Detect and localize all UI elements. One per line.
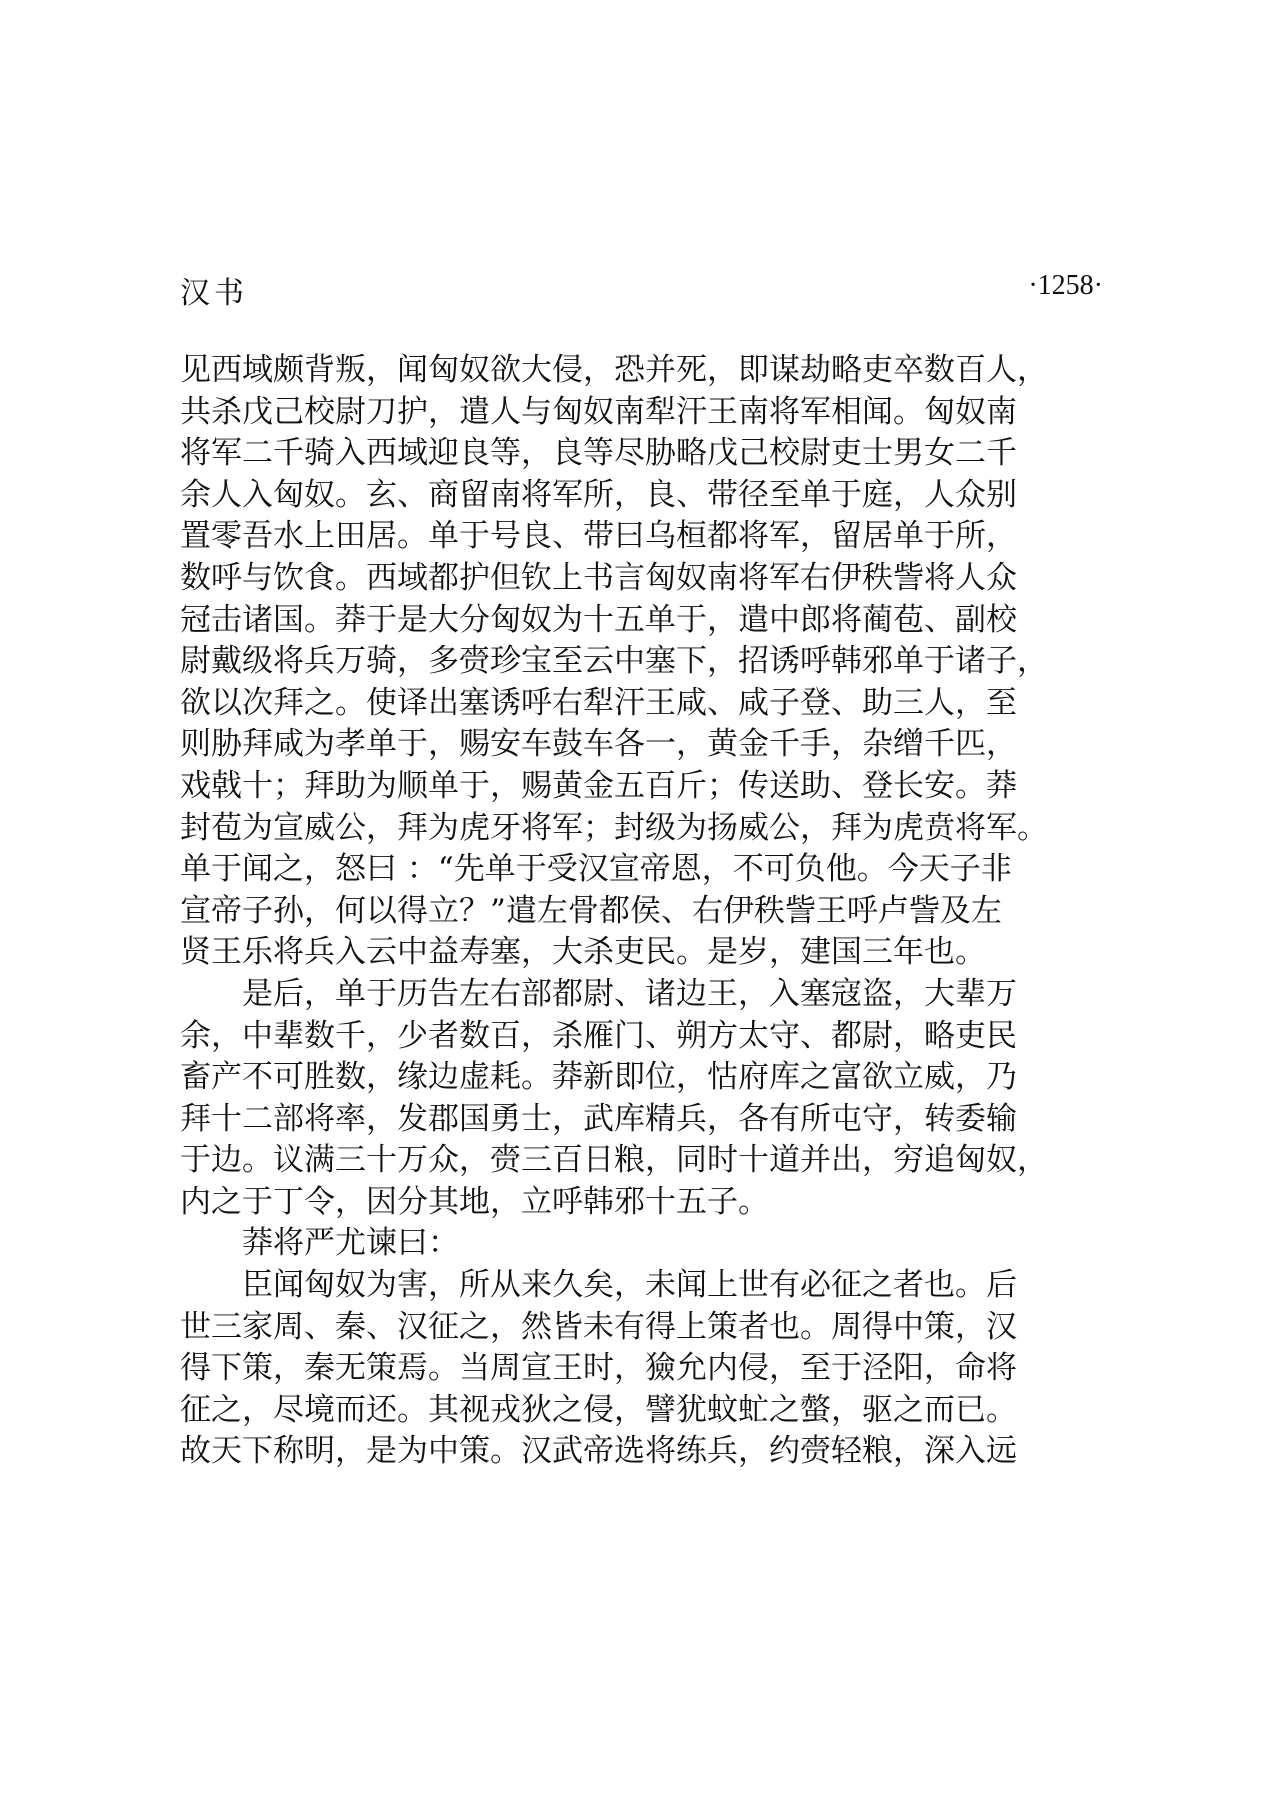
- text-line: 戏戟十；拜助为顺单于，赐黄金五百斤；传送助、登长安。莽: [180, 767, 1017, 804]
- text-line: 封苞为宣威公，拜为虎牙将军；封级为扬威公，拜为虎贲将军。: [180, 809, 1048, 846]
- text-line: 共杀戊己校尉刀护，遣人与匈奴南犁汗王南将军相闻。匈奴南: [180, 393, 1017, 430]
- text-line: 余人入匈奴。玄、商留南将军所，良、带径至单于庭，人众别: [180, 476, 1017, 513]
- text-line: 内之于丁令，因分其地，立呼韩邪十五子。: [180, 1183, 769, 1220]
- text-line: 得下策，秦无策焉。当周宣王时，獫允内侵，至于泾阳，命将: [180, 1350, 1017, 1387]
- text-line: 故天下称明，是为中策。汉武帝选将练兵，约赍轻粮，深入远: [180, 1433, 1017, 1470]
- text-line: 贤王乐将兵入云中益寿塞，大杀吏民。是岁，建国三年也。: [180, 934, 986, 971]
- text-line: 尉戴级将兵万骑，多赍珍宝至云中塞下，招诱呼韩邪单于诸子，: [180, 643, 1048, 680]
- text-line: 将军二千骑入西域迎良等，良等尽胁略戊己校尉吏士男女二千: [180, 435, 1017, 472]
- text-line: 冠击诸国。莽于是大分匈奴为十五单于，遣中郎将蔺苞、副校: [180, 601, 1017, 638]
- body-text: [180, 350, 1080, 1473]
- text-line: 置零吾水上田居。单于号良、带曰乌桓都将军，留居单于所，: [180, 518, 1017, 555]
- text-line: 莽将严尤谏曰：: [242, 1225, 459, 1262]
- page-number: ·1258·: [1028, 270, 1103, 301]
- text-line: 欲以次拜之。使译出塞诱呼右犁汗王咸、咸子登、助三人，至: [180, 684, 1017, 721]
- text-line: 数呼与饮食。西域都护但钦上书言匈奴南将军右伊秩訾将人众: [180, 559, 1017, 596]
- text-line: 单于闻之，怒曰 ：“先单于受汉宣帝恩，不可负他。今天子非: [180, 851, 1012, 888]
- page-header: [180, 268, 1103, 312]
- text-line: 世三家周、秦、汉征之，然皆未有得上策者也。周得中策，汉: [180, 1308, 1017, 1345]
- text-line: 是后，单于历告左右部都尉、诸边王，入塞寇盗，大辈万: [242, 975, 1017, 1012]
- text-line: 宣帝子孙，何以得立？”遣左骨都侯、右伊秩訾王呼卢訾及左: [180, 892, 1002, 929]
- text-line: 见西域颇背叛，闻匈奴欲大侵，恐并死，即谋劫略吏卒数百人，: [180, 352, 1048, 388]
- text-line: 征之，尽境而还。其视戎狄之侵，譬犹蚊虻之螫，驱之而已。: [180, 1391, 1017, 1428]
- text-line: 余，中辈数千，少者数百，杀雁门、朔方太守、都尉，略吏民: [180, 1017, 1017, 1054]
- text-line: 畜产不可胜数，缘边虚耗。莽新即位，怙府库之富欲立威，乃: [180, 1059, 1017, 1096]
- text-line: 臣闻匈奴为害，所从来久矣，未闻上世有必征之者也。后: [242, 1267, 1017, 1304]
- book-title: 汉书: [180, 276, 248, 311]
- text-line: 拜十二部将率，发郡国勇士，武库精兵，各有所屯守，转委输: [180, 1100, 1017, 1137]
- text-line: 则胁拜咸为孝单于，赐安车鼓车各一，黄金千手，杂缯千匹，: [180, 726, 1017, 763]
- text-line: 于边。议满三十万众，赍三百日粮，同时十道并出，穷追匈奴，: [180, 1142, 1048, 1179]
